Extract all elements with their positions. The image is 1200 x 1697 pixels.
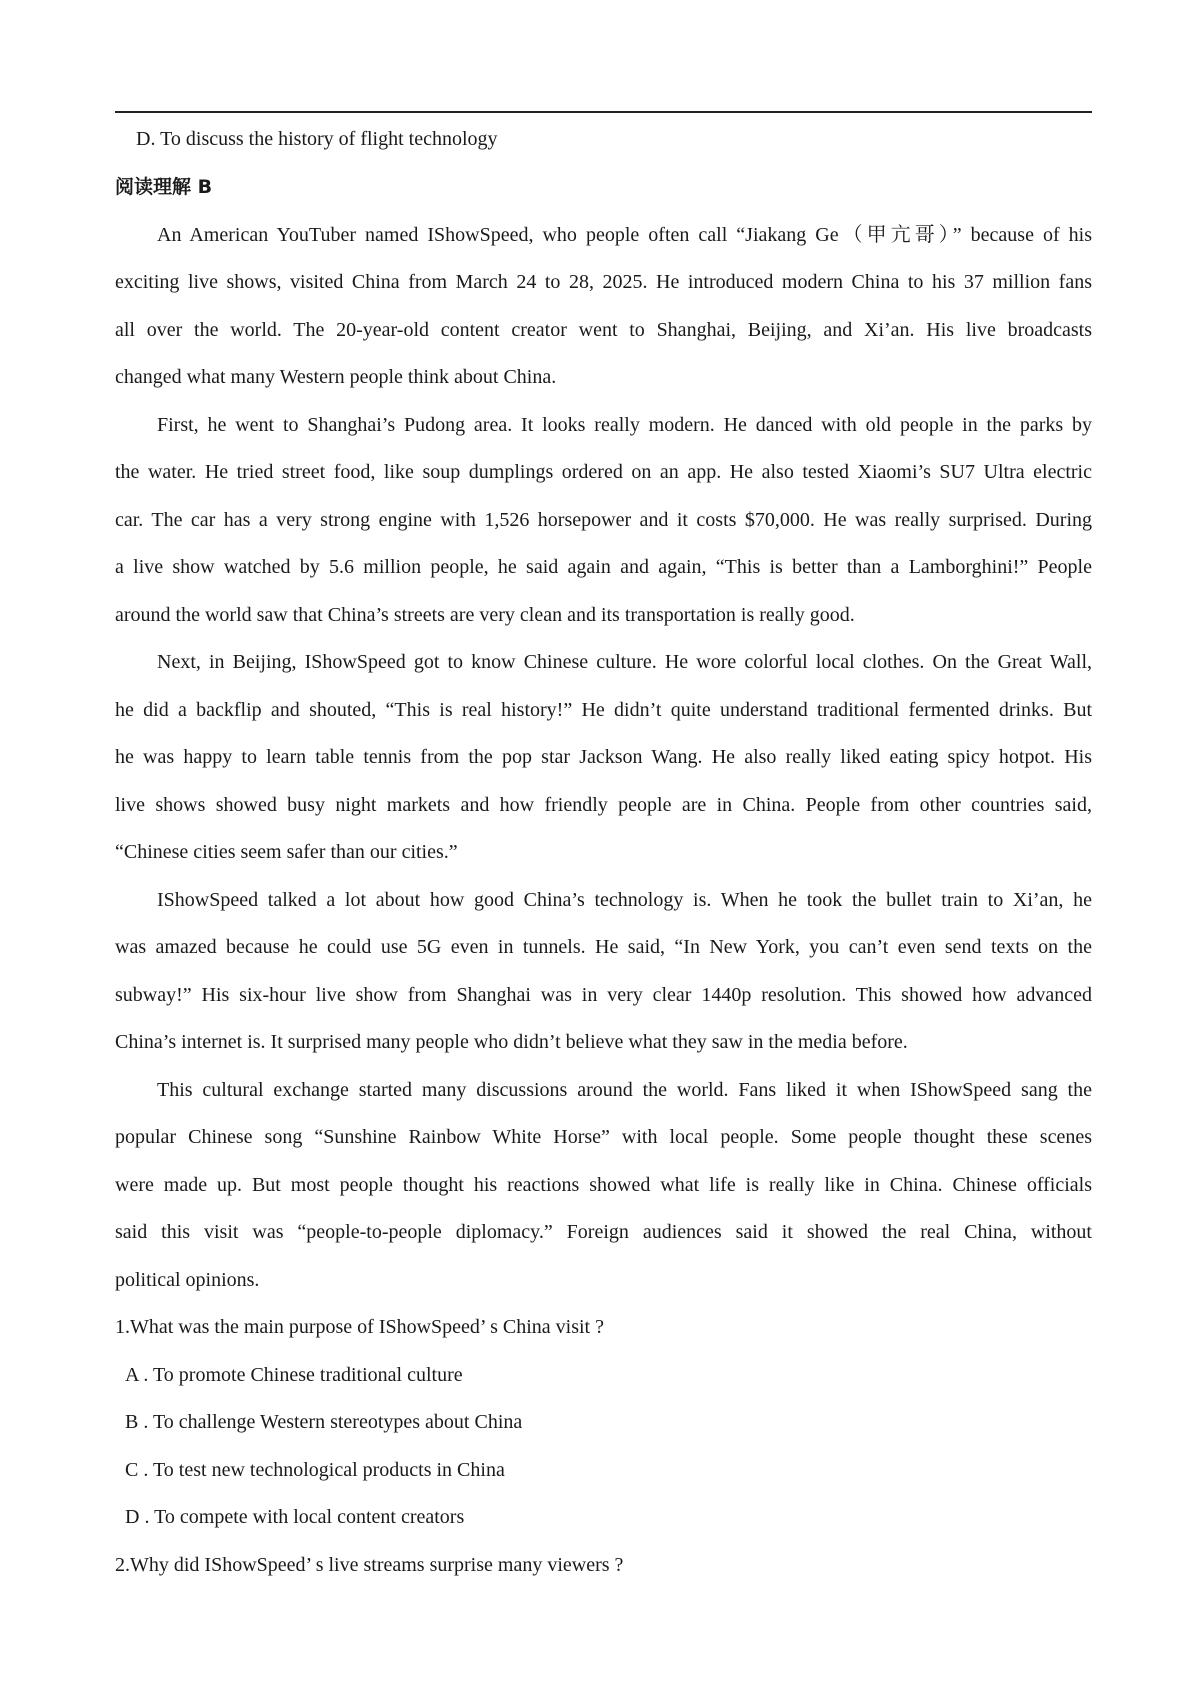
paragraph-line: This cultural exchange started many discussions around the world. Fans liked it when IShowSpeed sang the xyxy=(157,1079,1092,1101)
paragraph-line: popular Chinese song “Sunshine Rainbow White Horse” with local people. Some people thought these scenes xyxy=(115,1126,1092,1148)
paragraph-line: were made up. But most people thought his reactions showed what life is really like in China. Chinese officials xyxy=(115,1174,1092,1196)
paragraph-line: around the world saw that China’s streets are very clean and its transportation is really good. xyxy=(115,604,855,626)
paragraph-line: First, he went to Shanghai’s Pudong area. It looks really modern. He danced with old people in the parks by xyxy=(157,414,1092,436)
header-rule xyxy=(115,111,1092,113)
paragraph-line: exciting live shows, visited China from March 24 to 28, 2025. He introduced modern China to his 37 million fans xyxy=(115,271,1092,293)
paragraph-line: a live show watched by 5.6 million people, he said again and again, “This is better than a Lamborghini!” People xyxy=(115,556,1092,578)
paragraph-line: An American YouTuber named IShowSpeed, who people often call “Jiakang Ge（甲亢哥）” because of his xyxy=(157,224,1092,246)
question-stem: 2.Why did IShowSpeed’ s live streams surprise many viewers ? xyxy=(115,1554,624,1576)
previous-question-option: D. To discuss the history of flight technology xyxy=(136,128,498,150)
paragraph-line: subway!” His six-hour live show from Shanghai was in very clear 1440p resolution. This showed how advanced xyxy=(115,984,1092,1006)
paragraph-line: car. The car has a very strong engine with 1,526 horsepower and it costs $70,000. He was really surprised. During xyxy=(115,509,1092,531)
answer-option-a: A . To promote Chinese traditional culture xyxy=(125,1364,463,1386)
question-stem: 1.What was the main purpose of IShowSpeed’ s China visit ? xyxy=(115,1316,604,1338)
paragraph-line: he was happy to learn table tennis from the pop star Jackson Wang. He also really liked eating spicy hotpot. His xyxy=(115,746,1092,768)
paragraph-line: political opinions. xyxy=(115,1269,260,1291)
paragraph-line: he did a backflip and shouted, “This is real history!” He didn’t quite understand traditional fermented drinks. But xyxy=(115,699,1092,721)
paragraph-line: said this visit was “people-to-people diplomacy.” Foreign audiences said it showed the real China, without xyxy=(115,1221,1092,1243)
paragraph-line: live shows showed busy night markets and how friendly people are in China. People from other countries said, xyxy=(115,794,1092,816)
answer-option-b: B . To challenge Western stereotypes about China xyxy=(125,1411,523,1433)
paragraph-line: the water. He tried street food, like soup dumplings ordered on an app. He also tested Xiaomi’s SU7 Ultra electric xyxy=(115,461,1092,483)
section-heading-text: 阅读理解 B xyxy=(115,176,213,198)
paragraph-line: Next, in Beijing, IShowSpeed got to know Chinese culture. He wore colorful local clothes. On the Great Wall, xyxy=(157,651,1092,673)
section-heading xyxy=(115,173,1092,201)
paragraph-line: all over the world. The 20-year-old content creator went to Shanghai, Beijing, and Xi’an. His live broadcasts xyxy=(115,319,1092,341)
answer-option-d: D . To compete with local content creators xyxy=(125,1506,465,1528)
paragraph-line: China’s internet is. It surprised many people who didn’t believe what they saw in the media before. xyxy=(115,1031,908,1053)
answer-option-c: C . To test new technological products in China xyxy=(125,1459,505,1481)
paragraph-line: “Chinese cities seem safer than our cities.” xyxy=(115,841,458,863)
paragraph-line: IShowSpeed talked a lot about how good China’s technology is. When he took the bullet train to Xi’an, he xyxy=(157,889,1092,911)
paragraph-line: was amazed because he could use 5G even in tunnels. He said, “In New York, you can’t even send texts on the xyxy=(115,936,1092,958)
paragraph-line: changed what many Western people think about China. xyxy=(115,366,557,388)
